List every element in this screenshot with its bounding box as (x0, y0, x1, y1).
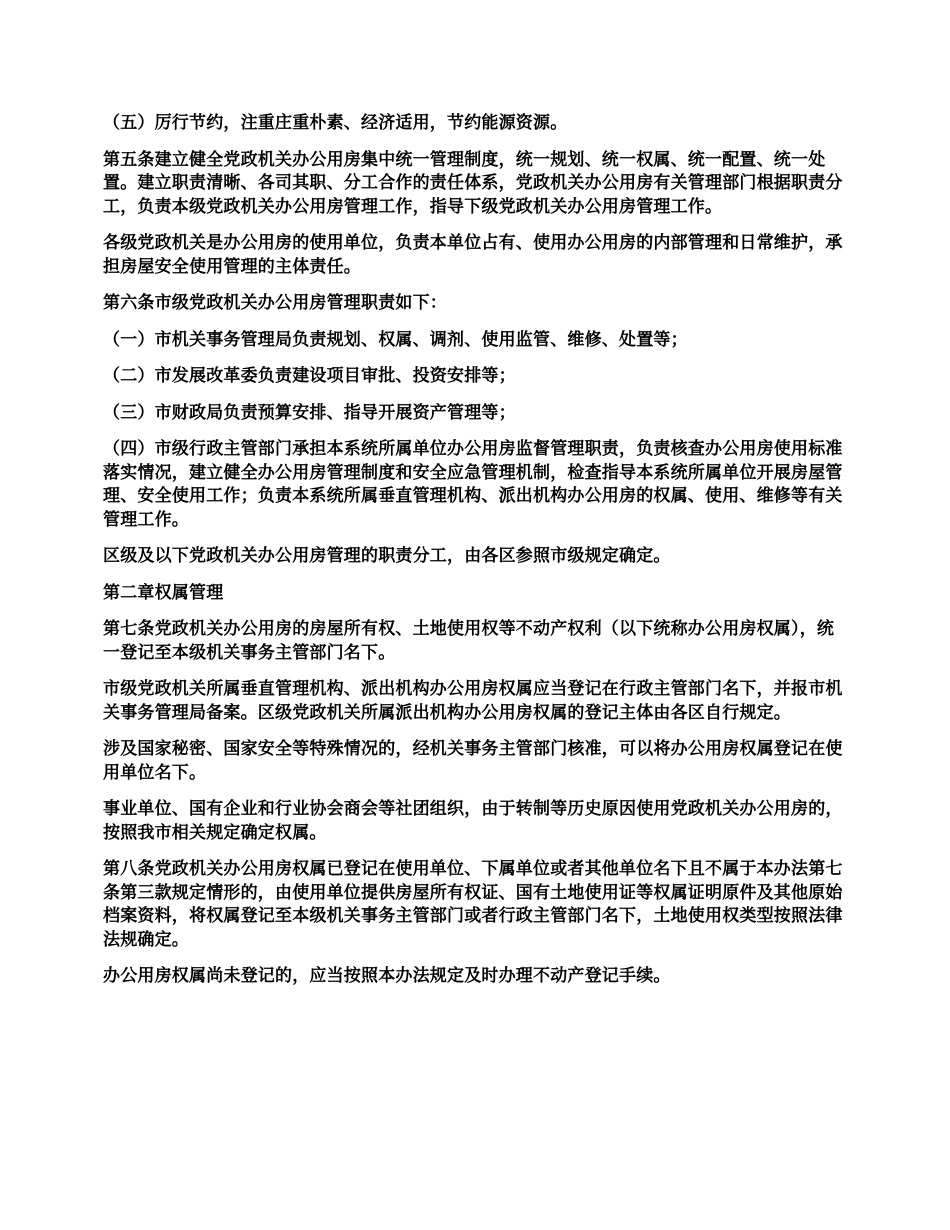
paragraph-usage-units: 各级党政机关是办公用房的使用单位，负责本单位占有、使用办公用房的内部管理和日常维护，承担房屋安全使用管理的主体责任。 (103, 233, 843, 276)
paragraph-item-4: （四）市级行政主管部门承担本系统所属单位办公用房监督管理职责，负责核查办公用房使用标准落实情况，建立健全办公用房管理制度和安全应急管理机制，检查指导本系统所属单位开展房屋管理、安全使用工作；负责本系统所属垂直管理机构、派出机构办公用房的权属、使用、维修等有关管理工作。 (103, 439, 843, 529)
paragraph-registration-vertical-agencies: 市级党政机关所属垂直管理机构、派出机构办公用房权属应当登记在行政主管部门名下，并报市机关事务管理局备案。区级党政机关所属派出机构办公用房权属的登记主体由各区自行规定。 (103, 679, 843, 722)
paragraph-article-5: 第五条建立健全党政机关办公用房集中统一管理制度，统一规划、统一权属、统一配置、统一处置。建立职责清晰、各司其职、分工合作的责任体系，党政机关办公用房有关管理部门根据职责分工，负责本级党政机关办公用房管理工作，指导下级党政机关办公用房管理工作。 (103, 149, 843, 216)
chapter-2-heading: 第二章权属管理 (103, 582, 224, 602)
paragraph-item-1: （一）市机关事务管理局负责规划、权属、调剂、使用监管、维修、处置等； (103, 329, 688, 349)
paragraph-article-8: 第八条党政机关办公用房权属已登记在使用单位、下属单位或者其他单位名下且不属于本办法第七条第三款规定情形的，由使用单位提供房屋所有权证、国有土地使用证等权属证明原件及其他原始档案资料，将权属登记至本级机关事务主管部门或者行政主管部门名下，土地使用权类型按照法律法规确定。 (103, 859, 843, 949)
paragraph-article-7: 第七条党政机关办公用房的房屋所有权、土地使用权等不动产权利（以下统称办公用房权属），统一登记至本级机关事务主管部门名下。 (103, 619, 835, 662)
paragraph-public-institutions: 事业单位、国有企业和行业协会商会等社团组织，由于转制等历史原因使用党政机关办公用房的，按照我市相关规定确定权属。 (103, 799, 843, 842)
paragraph-item-2: （二）市发展改革委负责建设项目审批、投资安排等； (103, 366, 516, 385)
paragraph-article-6: 第六条市级党政机关办公用房管理职责如下： (103, 293, 447, 312)
paragraph-item-3: （三）市财政局负责预算安排、指导开展资产管理等； (103, 402, 516, 422)
document-body (103, 111, 847, 988)
paragraph-item-5: （五）厉行节约，注重庄重朴素、经济适用，节约能源资源。 (103, 113, 568, 132)
paragraph-unregistered-property: 办公用房权属尚未登记的，应当按照本办法规定及时办理不动产登记手续。 (103, 966, 671, 985)
paragraph-state-secrets: 涉及国家秘密、国家安全等特殊情况的，经机关事务主管部门核准，可以将办公用房权属登记在使用单位名下。 (103, 739, 843, 782)
paragraph-district-division: 区级及以下党政机关办公用房管理的职责分工，由各区参照市级规定确定。 (103, 546, 671, 565)
